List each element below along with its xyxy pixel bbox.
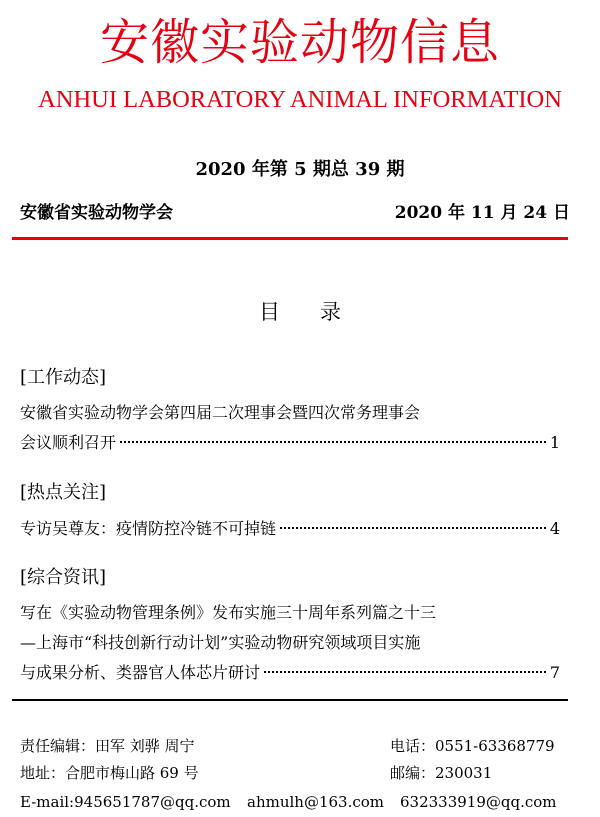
toc-entry-last-line [20, 514, 560, 544]
email-link[interactable]: ahmulh@163.com [247, 793, 384, 811]
masthead-subtitle: ANHUI LABORATORY ANIMAL INFORMATION [38, 86, 562, 113]
publisher-name: 安徽省实验动物学会 [20, 203, 173, 223]
publication-date: 2020 年 11 月 24 日 [394, 203, 570, 223]
toc-entry-line: 与成果分析、类器官人体芯片研讨 [20, 663, 261, 682]
toc-section-heading: [工作动态] [20, 367, 107, 388]
dot-leader [264, 671, 546, 673]
toc-entry-line: 写在《实验动物管理条例》发布实施三十周年系列篇之十三 [20, 603, 437, 622]
dot-leader [280, 527, 546, 529]
address-line: 地址：合肥市梅山路 69 号 [20, 764, 199, 782]
toc-entry-line: —上海市“科技创新行动计划”实验动物研究领域项目实施 [20, 633, 421, 652]
phone-number: 电话：0551-63368779 [390, 737, 555, 755]
dot-leader [120, 441, 546, 443]
editors-line: 责任编辑：田军 刘骅 周宁 [20, 737, 195, 755]
toc-title: 目录 [259, 300, 381, 324]
toc-entry-last-line [20, 428, 560, 458]
toc-entry-last-line [20, 658, 560, 688]
toc-entry-line: 会议顺利召开 [20, 433, 117, 452]
toc-entry[interactable] [20, 398, 560, 458]
email-link[interactable]: 632333919@qq.com [400, 793, 557, 811]
toc-page-number: 1 [549, 433, 560, 452]
toc-entry-line: 安徽省实验动物学会第四届二次理事会暨四次常务理事会 [20, 403, 421, 422]
issue-number: 2020 年第 5 期总 39 期 [195, 159, 405, 180]
toc-entry[interactable] [20, 598, 560, 688]
toc-page-number: 4 [549, 519, 560, 538]
toc-entry[interactable] [20, 514, 560, 544]
toc-section-heading: [热点关注] [20, 482, 107, 503]
masthead-title: 安徽实验动物信息 [99, 14, 500, 71]
toc-page-number: 7 [549, 663, 560, 682]
footer-divider [12, 699, 568, 701]
toc-section-heading: [综合资讯] [20, 567, 107, 588]
toc-entry-line: 专访吴尊友：疫情防控冷链不可掉链 [20, 519, 277, 538]
email-link[interactable]: E-mail:945651787@qq.com [20, 793, 231, 811]
postcode: 邮编：230031 [390, 764, 493, 782]
header-divider [12, 237, 568, 240]
